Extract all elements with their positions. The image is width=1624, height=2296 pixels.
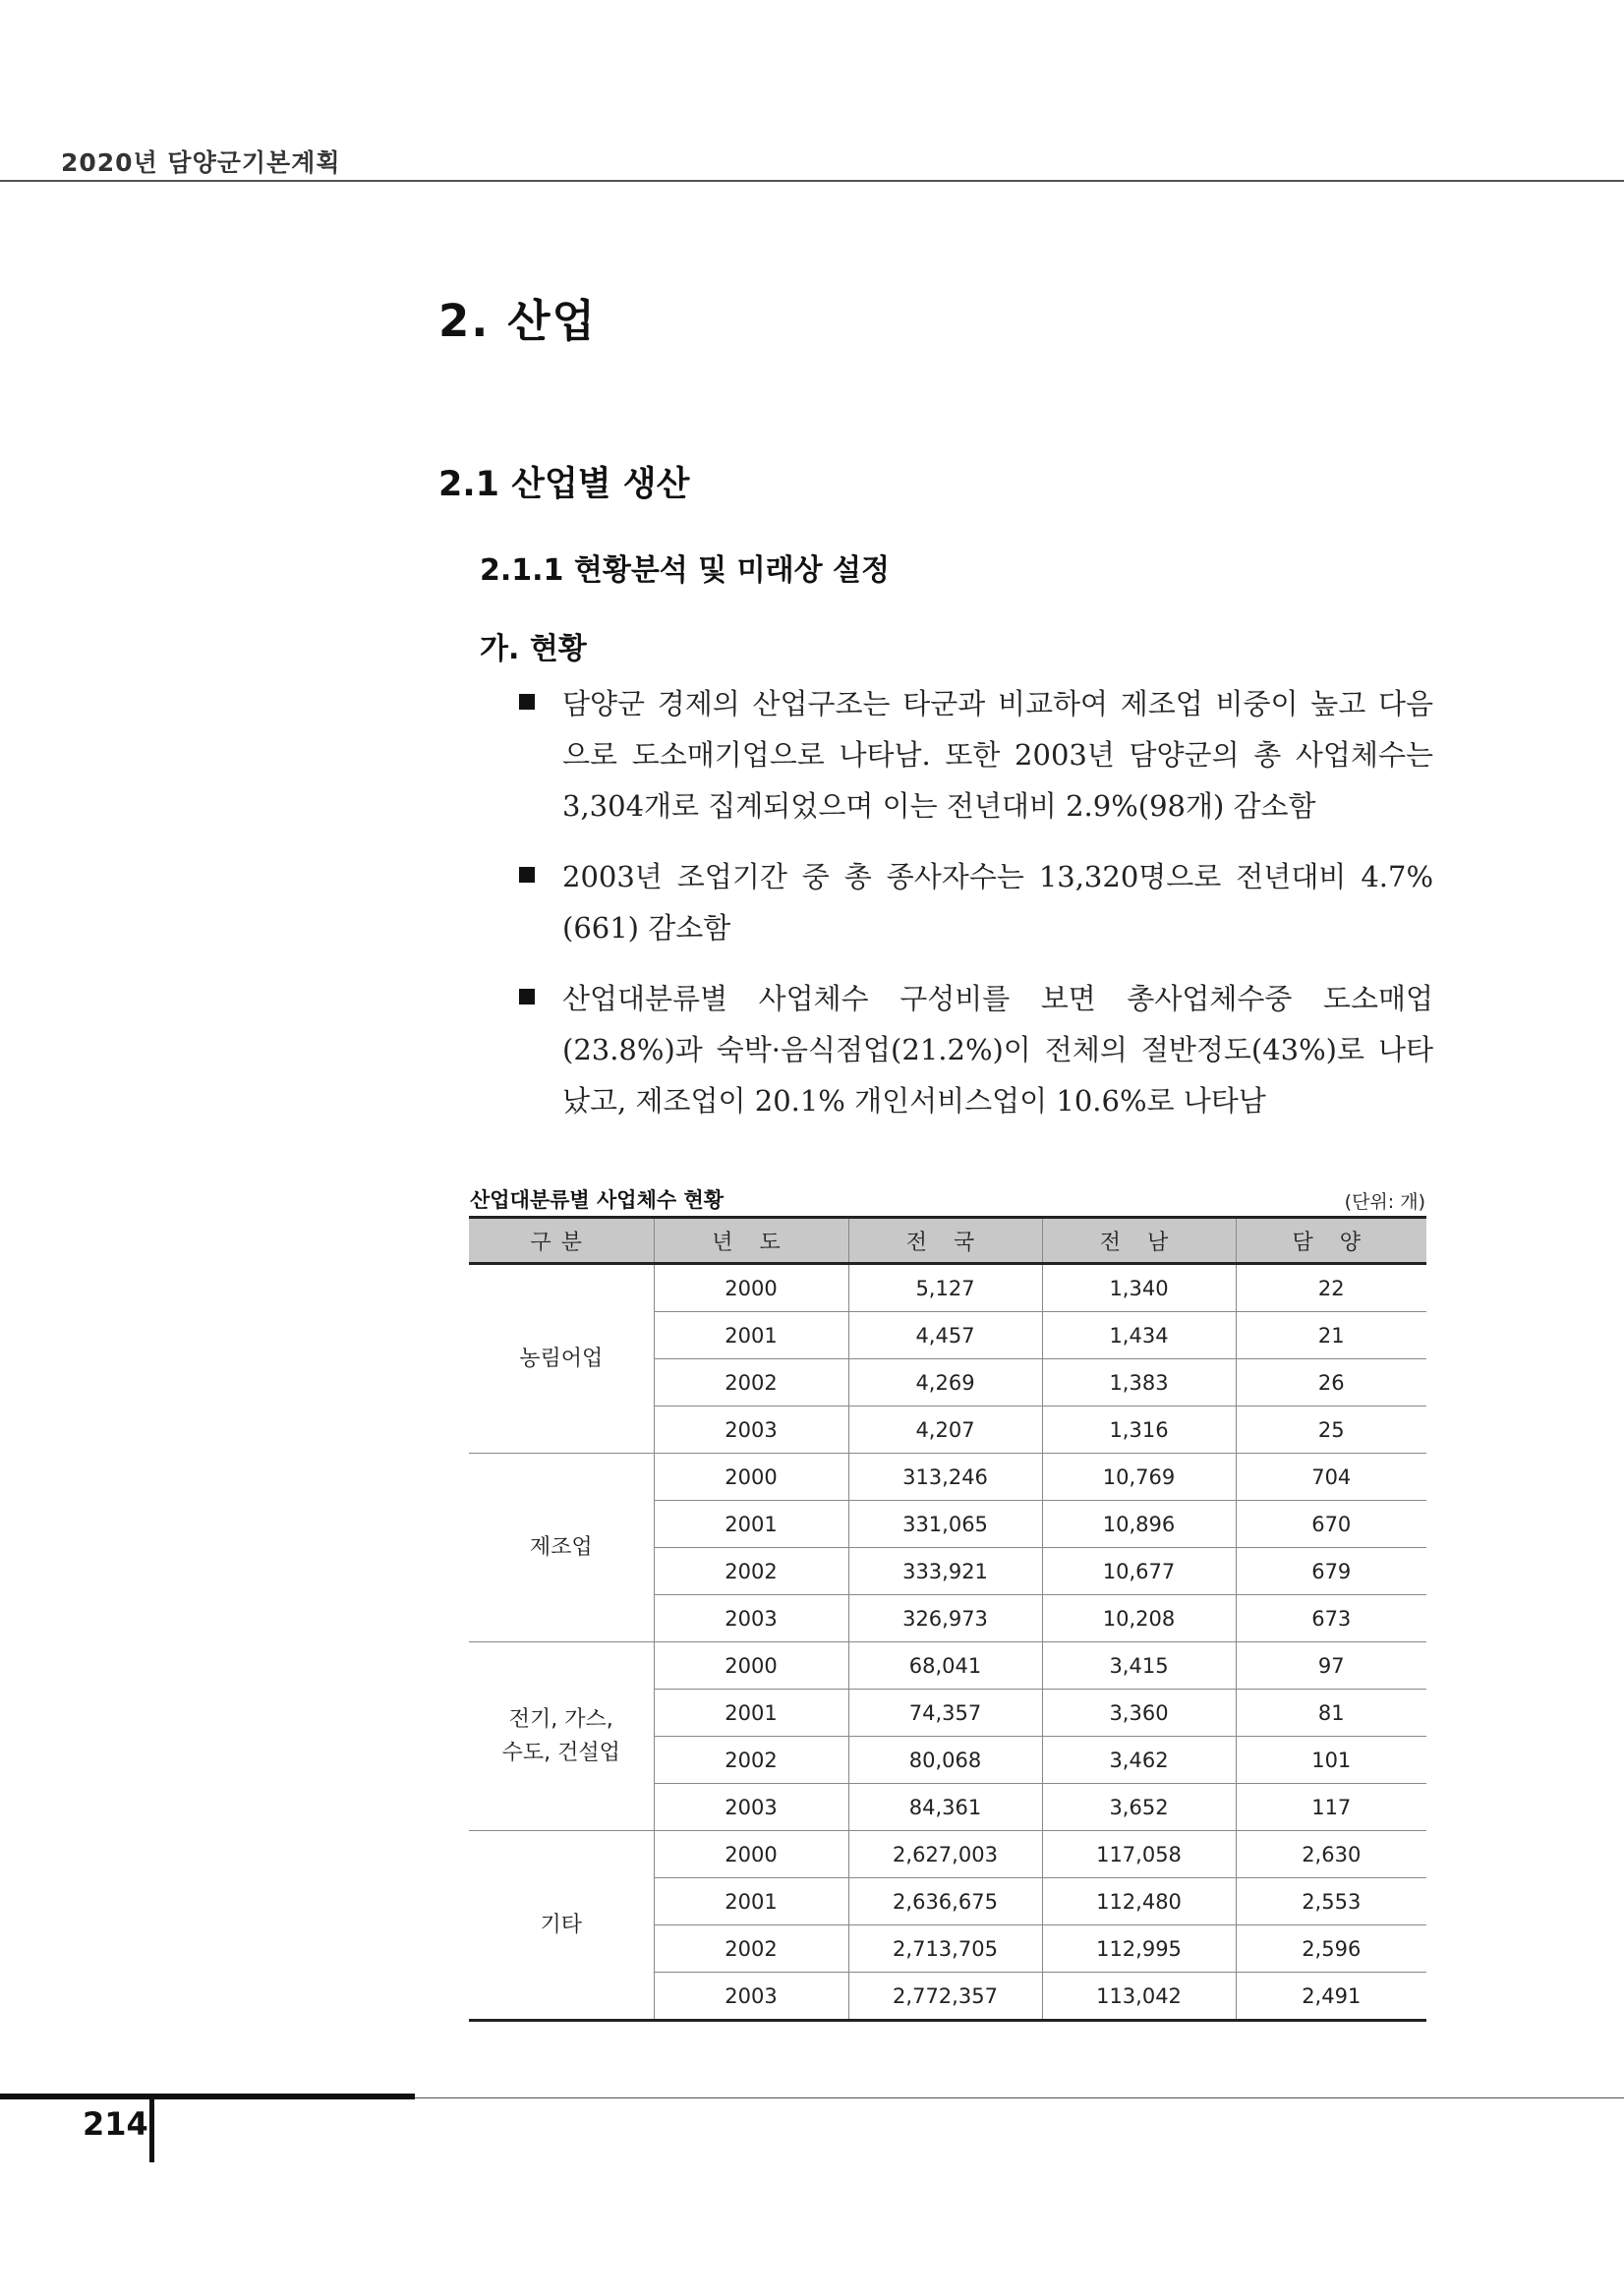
table-cell: 2,630 bbox=[1236, 1831, 1426, 1878]
table-body bbox=[469, 1264, 1426, 2021]
page-number-bar bbox=[149, 2099, 154, 2162]
table-cell: 326,973 bbox=[848, 1595, 1042, 1642]
table-cell: 2,553 bbox=[1236, 1878, 1426, 1925]
table-cell: 25 bbox=[1236, 1406, 1426, 1454]
table-cell: 673 bbox=[1236, 1595, 1426, 1642]
table-cell: 2002 bbox=[654, 1359, 848, 1406]
table-cell: 2,713,705 bbox=[848, 1925, 1042, 1973]
business-count-table bbox=[469, 1216, 1426, 2022]
table-cell: 1,340 bbox=[1042, 1264, 1236, 1312]
table-cell: 2,772,357 bbox=[848, 1973, 1042, 2021]
table-cell: 2000 bbox=[654, 1831, 848, 1878]
table-row bbox=[469, 1642, 1426, 1690]
footer-thin-rule bbox=[415, 2097, 1624, 2098]
table-cell: 21 bbox=[1236, 1312, 1426, 1359]
table-cell: 704 bbox=[1236, 1454, 1426, 1501]
table-cell: 26 bbox=[1236, 1359, 1426, 1406]
table-cell: 97 bbox=[1236, 1642, 1426, 1690]
table-cell: 10,208 bbox=[1042, 1595, 1236, 1642]
table-cell: 2,596 bbox=[1236, 1925, 1426, 1973]
table-row bbox=[469, 1831, 1426, 1878]
table-cell: 74,357 bbox=[848, 1690, 1042, 1737]
square-bullet-icon bbox=[519, 867, 535, 883]
table-cell: 2000 bbox=[654, 1642, 848, 1690]
table-cell: 10,896 bbox=[1042, 1501, 1236, 1548]
running-header-title: 2020년 담양군기본계획 bbox=[61, 148, 341, 177]
table-cell: 4,207 bbox=[848, 1406, 1042, 1454]
table-group-label: 제조업 bbox=[469, 1454, 654, 1642]
bullet-item bbox=[519, 851, 1433, 953]
table-cell: 2003 bbox=[654, 1784, 848, 1831]
table-cell: 112,995 bbox=[1042, 1925, 1236, 1973]
subsubsection-title: 2.1.1 현황분석 및 미래상 설정 bbox=[480, 553, 890, 588]
table-cell: 68,041 bbox=[848, 1642, 1042, 1690]
table-header-row bbox=[469, 1218, 1426, 1264]
header-category: 구분 bbox=[469, 1218, 654, 1264]
table-row bbox=[469, 1454, 1426, 1501]
table-cell: 3,652 bbox=[1042, 1784, 1236, 1831]
table-caption bbox=[470, 1184, 1425, 1214]
table-title: 산업대분류별 사업체수 현황 bbox=[470, 1188, 725, 1212]
table-cell: 679 bbox=[1236, 1548, 1426, 1595]
table-cell: 2002 bbox=[654, 1925, 848, 1973]
table-row bbox=[469, 1264, 1426, 1312]
table-cell: 117 bbox=[1236, 1784, 1426, 1831]
table-cell: 2001 bbox=[654, 1501, 848, 1548]
table-cell: 2000 bbox=[654, 1264, 848, 1312]
table-cell: 3,360 bbox=[1042, 1690, 1236, 1737]
table-group-label: 기타 bbox=[469, 1831, 654, 2021]
bullet-text: 2003년 조업기간 중 총 종사자수는 13,320명으로 전년대비 4.7%(661) 감소함 bbox=[562, 860, 1433, 945]
table-cell: 2000 bbox=[654, 1454, 848, 1501]
table-cell: 2001 bbox=[654, 1312, 848, 1359]
table-cell: 2,636,675 bbox=[848, 1878, 1042, 1925]
table-cell: 101 bbox=[1236, 1737, 1426, 1784]
table-cell: 113,042 bbox=[1042, 1973, 1236, 2021]
table-cell: 1,434 bbox=[1042, 1312, 1236, 1359]
bullet-item bbox=[519, 973, 1433, 1126]
table-cell: 4,269 bbox=[848, 1359, 1042, 1406]
table-cell: 2003 bbox=[654, 1406, 848, 1454]
table-cell: 81 bbox=[1236, 1690, 1426, 1737]
header-national: 전 국 bbox=[848, 1218, 1042, 1264]
header-rule bbox=[0, 180, 1624, 182]
table-cell: 333,921 bbox=[848, 1548, 1042, 1595]
table-cell: 313,246 bbox=[848, 1454, 1042, 1501]
table-cell: 5,127 bbox=[848, 1264, 1042, 1312]
table-cell: 2,491 bbox=[1236, 1973, 1426, 2021]
table-cell: 2002 bbox=[654, 1548, 848, 1595]
footer-thick-rule bbox=[0, 2094, 415, 2099]
table-cell: 112,480 bbox=[1042, 1878, 1236, 1925]
subsection-title: 2.1 산업별 생산 bbox=[438, 465, 690, 504]
table-cell: 22 bbox=[1236, 1264, 1426, 1312]
table-cell: 2,627,003 bbox=[848, 1831, 1042, 1878]
table-cell: 331,065 bbox=[848, 1501, 1042, 1548]
table-cell: 1,383 bbox=[1042, 1359, 1236, 1406]
section-title: 2. 산업 bbox=[438, 295, 598, 347]
table-cell: 2003 bbox=[654, 1595, 848, 1642]
bullet-list bbox=[519, 678, 1433, 1146]
table-unit: (단위: 개) bbox=[1344, 1191, 1425, 1213]
table-cell: 117,058 bbox=[1042, 1831, 1236, 1878]
header-year: 년 도 bbox=[654, 1218, 848, 1264]
bullet-text: 산업대분류별 사업체수 구성비를 보면 총사업체수중 도소매업(23.8%)과 숙박·음식점업(21.2%)이 전체의 절반정도(43%)로 나타났고, 제조업이 20.1% 개인서비스업이 10.6%로 나타남 bbox=[562, 982, 1433, 1118]
table-group-label: 전기, 가스, 수도, 건설업 bbox=[469, 1642, 654, 1831]
table-cell: 80,068 bbox=[848, 1737, 1042, 1784]
table-cell: 3,415 bbox=[1042, 1642, 1236, 1690]
table-cell: 2001 bbox=[654, 1878, 848, 1925]
square-bullet-icon bbox=[519, 694, 535, 710]
table-cell: 3,462 bbox=[1042, 1737, 1236, 1784]
table-cell: 10,769 bbox=[1042, 1454, 1236, 1501]
bullet-text: 담양군 경제의 산업구조는 타군과 비교하여 제조업 비중이 높고 다음으로 도소매기업으로 나타남. 또한 2003년 담양군의 총 사업체수는 3,304개로 집계되었으며 이는 전년대비 2.9%(98개) 감소함 bbox=[562, 687, 1433, 823]
item-title: 가. 현황 bbox=[480, 632, 587, 666]
bullet-item bbox=[519, 678, 1433, 832]
square-bullet-icon bbox=[519, 989, 535, 1004]
table-cell: 10,677 bbox=[1042, 1548, 1236, 1595]
header-damyang: 담 양 bbox=[1236, 1218, 1426, 1264]
table-cell: 2003 bbox=[654, 1973, 848, 2021]
table-cell: 670 bbox=[1236, 1501, 1426, 1548]
table-cell: 1,316 bbox=[1042, 1406, 1236, 1454]
table-cell: 84,361 bbox=[848, 1784, 1042, 1831]
page-number: 214 bbox=[83, 2105, 148, 2143]
table-group-label: 농림어업 bbox=[469, 1264, 654, 1454]
table-cell: 2001 bbox=[654, 1690, 848, 1737]
table-cell: 4,457 bbox=[848, 1312, 1042, 1359]
header-jeonnam: 전 남 bbox=[1042, 1218, 1236, 1264]
table-cell: 2002 bbox=[654, 1737, 848, 1784]
